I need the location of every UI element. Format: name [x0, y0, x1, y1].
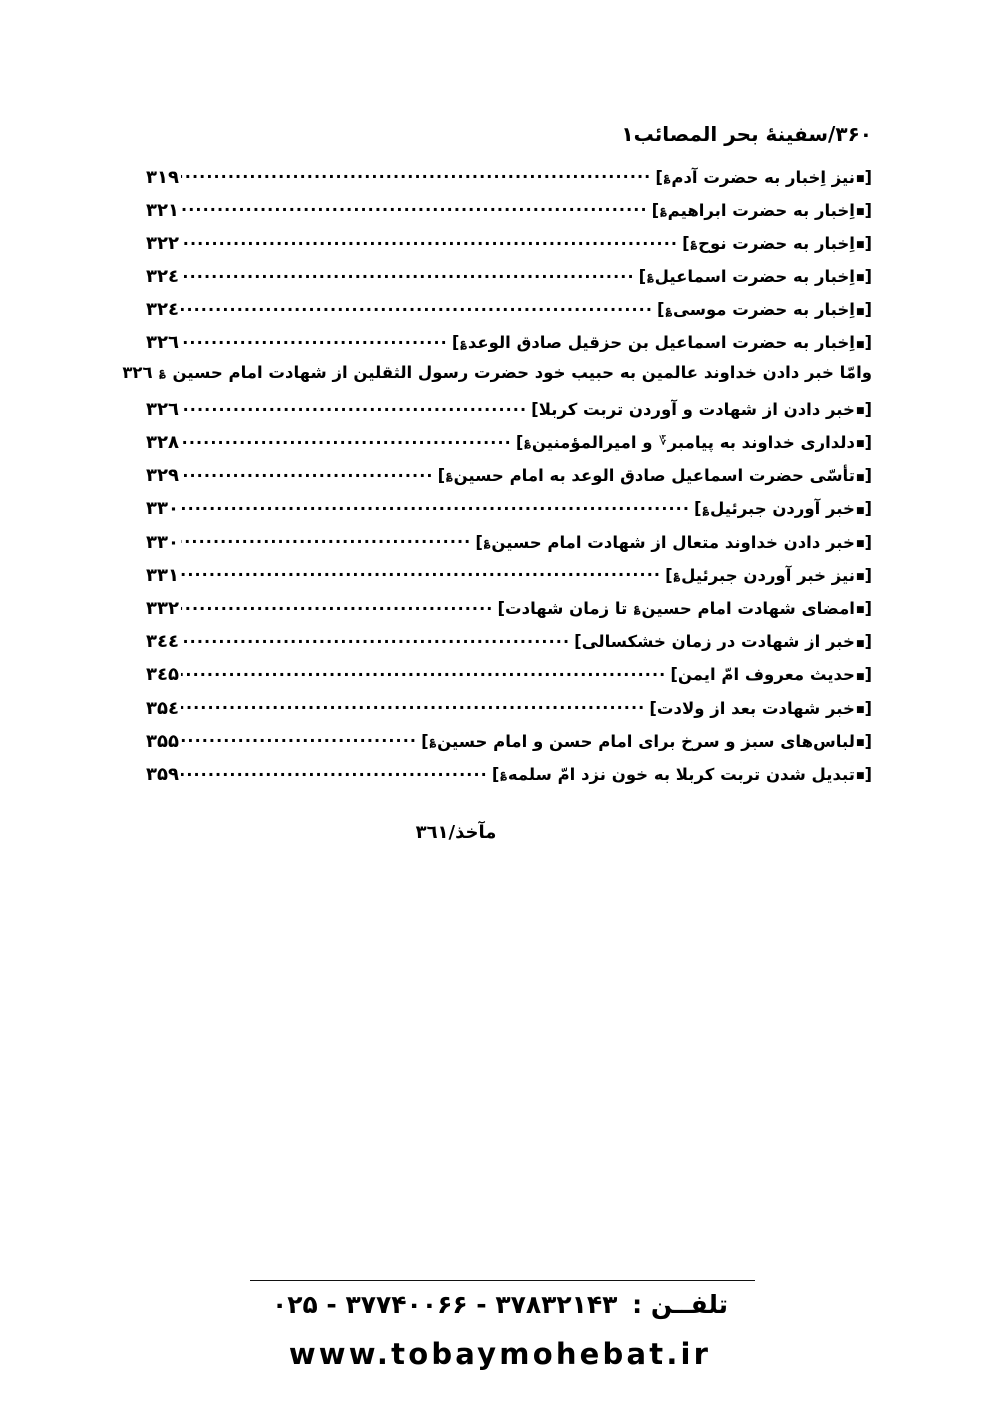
toc-entry[interactable]	[146, 763, 872, 796]
honorific-icon: ؏	[663, 169, 671, 183]
toc-entry[interactable]	[146, 531, 872, 564]
bullet-icon: ■	[855, 572, 865, 583]
toc-leader-dots	[181, 697, 649, 714]
toc-entry[interactable]	[146, 564, 872, 597]
toc-entry[interactable]	[146, 166, 872, 199]
bullet-icon: ■	[855, 538, 865, 549]
honorific-icon: ؏	[483, 534, 491, 548]
toc-page-number: ۳۳۱	[146, 564, 179, 586]
sources-label: مآخذ/۳٦۱	[415, 822, 497, 843]
honorific-icon: ؏	[524, 435, 531, 449]
toc-leader-dots	[181, 398, 531, 415]
toc-section-heading[interactable]	[122, 363, 872, 398]
toc-entry[interactable]	[146, 232, 872, 265]
toc-entry-title: [■نیز اِخبار به حضرت آدم؏]	[655, 167, 872, 187]
honorific-icon: ؏	[446, 468, 453, 482]
toc-leader-dots	[181, 664, 670, 681]
toc-entry[interactable]	[146, 199, 872, 232]
bullet-icon: ■	[855, 207, 865, 218]
toc-entry[interactable]	[146, 631, 872, 664]
toc-entry[interactable]	[146, 465, 872, 498]
toc-page-number: ۳۲٦	[146, 332, 179, 354]
sources-line	[0, 822, 1000, 843]
toc-leader-dots	[181, 498, 694, 515]
bullet-icon: ■	[855, 671, 865, 682]
bullet-icon: ■	[855, 240, 865, 251]
toc-entry[interactable]	[146, 730, 872, 763]
toc-entry-title: وامّا خبر دادن خداوند عالمین به حبیب خود حضرت رسول الثقلین از شهادت امام حسین ؏ ۳۲٦	[122, 363, 872, 383]
table-of-contents	[122, 166, 872, 797]
bullet-icon: ■	[855, 173, 865, 184]
bullet-icon: ■	[855, 406, 865, 417]
toc-page-number: ۳۲۹	[146, 465, 179, 487]
toc-page-number: ۳۲٦	[146, 398, 179, 420]
toc-leader-dots	[181, 199, 652, 216]
toc-leader-dots	[181, 266, 639, 283]
bullet-icon: ■	[855, 273, 865, 284]
toc-entry-title: [■نیز خبر آوردن جبرئیل؏]	[665, 565, 872, 585]
toc-page-number: ۳٤٤	[146, 631, 179, 653]
toc-entry-title: [■حدیث معروف امّ ایمن]	[670, 665, 872, 685]
toc-leader-dots	[181, 465, 438, 482]
phone-numbers: ۰۲۵ - ۳۷۷۴۰۰۶۶ - ۳۷۸۳۲۱۴۳	[271, 1290, 618, 1319]
toc-page-number: ۳۵۵	[146, 730, 179, 752]
bullet-icon: ■	[855, 339, 865, 350]
toc-leader-dots	[181, 564, 665, 581]
toc-entry-title: [■خبر دادن از شهادت و آوردن تربت کربلا]	[531, 399, 872, 419]
toc-entry-title: [■امضای شهادت امام حسین؏ تا زمان شهادت]	[497, 598, 872, 618]
toc-leader-dots	[181, 730, 421, 747]
toc-entry-title: [■اِخبار به حضرت اسماعیل بن حزقیل صادق الوعد؏]	[451, 333, 872, 353]
honorific-icon: ؏	[159, 365, 166, 379]
bullet-icon: ■	[855, 605, 865, 616]
toc-entry[interactable]	[146, 332, 872, 365]
bullet-icon: ■	[855, 439, 865, 450]
toc-entry-title: [■اِخبار به حضرت موسی؏]	[657, 300, 872, 320]
toc-page-number: ۳۳۰	[146, 531, 179, 553]
toc-entry[interactable]	[146, 432, 872, 465]
bullet-icon: ■	[855, 505, 865, 516]
toc-entry-title: [■اِخبار به حضرت نوح؏]	[682, 233, 872, 253]
toc-entry-title: [■دلداری خداوند به پیامبر؆ و امیرالمؤمنین؏]	[515, 433, 872, 452]
toc-leader-dots	[181, 531, 475, 548]
honorific-icon: ؏	[460, 335, 467, 349]
toc-entry[interactable]	[146, 697, 872, 730]
toc-page-number: ۳۳۰	[146, 498, 179, 520]
toc-entry-title: [■اِخبار به حضرت اسماعیل؏]	[638, 267, 872, 287]
toc-page-number: ۳۲٤	[146, 266, 179, 288]
toc-leader-dots	[181, 332, 452, 349]
bullet-icon: ■	[855, 472, 865, 483]
toc-entry[interactable]	[146, 597, 872, 630]
toc-page-number: ۳۲٤	[146, 299, 179, 321]
running-head: ۳۶۰/سفینهٔ بحر المصائب۱	[621, 122, 872, 146]
bullet-icon: ■	[855, 738, 865, 749]
footer-divider	[250, 1280, 755, 1281]
toc-leader-dots	[181, 232, 682, 249]
toc-page-number: ۳۱۹	[146, 166, 179, 188]
toc-leader-dots	[181, 597, 498, 614]
toc-leader-dots	[181, 763, 492, 780]
bullet-icon: ■	[855, 306, 865, 317]
toc-entry[interactable]	[146, 398, 872, 431]
toc-entry[interactable]	[146, 299, 872, 332]
honorific-icon: ؏	[673, 568, 681, 581]
honorific-icon: ؏	[634, 601, 641, 615]
footer-website[interactable]: www.tobaymohebat.ir	[288, 1337, 712, 1371]
honorific-icon: ؏	[690, 236, 698, 250]
toc-entry-title: [■خبر آوردن جبرئیل؏]	[694, 499, 872, 519]
honorific-icon: ؏	[660, 202, 667, 216]
honorific-icon: ؏	[429, 733, 437, 747]
toc-entry-title: [■تبدیل شدن تربت کربلا به خون نزد امّ سلمه؏]	[491, 764, 872, 784]
honorific-icon: ؏	[702, 501, 710, 515]
bullet-icon: ■	[855, 771, 865, 782]
honorific-icon: ؏	[647, 269, 654, 283]
toc-entry-title: [■تأسّی حضرت اسماعیل صادق الوعد به امام حسین؏]	[437, 466, 872, 486]
toc-entry-title: [■اِخبار به حضرت ابراهیم؏]	[651, 200, 872, 220]
bullet-icon: ■	[855, 704, 865, 715]
toc-page-number: ۳۵۹	[146, 763, 179, 785]
toc-page-number: ۳۳۲	[146, 597, 179, 619]
phone-label: تلفــن :	[632, 1290, 729, 1319]
toc-entry-title: [■خبر شهادت بعد از ولادت]	[649, 698, 872, 718]
honorific-icon: ؆	[659, 435, 667, 449]
toc-leader-dots	[181, 166, 655, 183]
toc-leader-dots	[181, 432, 516, 449]
toc-leader-dots	[181, 299, 657, 316]
footer-phone	[0, 1290, 1000, 1319]
toc-entry-title: [■لباس‌های سبز و سرخ برای امام حسن و امام حسین؏]	[421, 731, 872, 751]
honorific-icon: ؏	[500, 767, 507, 781]
toc-page-number: ۳۲۸	[146, 432, 179, 453]
toc-entry[interactable]	[146, 266, 872, 299]
toc-entry-title: [■خبر دادن خداوند متعال از شهادت امام حسین؏]	[475, 532, 872, 552]
toc-page-number: ۳۲۱	[146, 199, 179, 221]
toc-entry-title: [■خبر از شهادت در زمان خشکسالی]	[574, 632, 872, 652]
toc-entry[interactable]	[146, 664, 872, 697]
toc-page-number: ۳۵٤	[146, 697, 179, 719]
toc-page-number: ۳۲۲	[146, 232, 179, 254]
toc-page-number: ۳٤۵	[146, 664, 179, 686]
toc-entry[interactable]	[146, 498, 872, 531]
honorific-icon: ؏	[665, 302, 673, 316]
toc-leader-dots	[181, 631, 574, 648]
bullet-icon: ■	[855, 638, 865, 649]
